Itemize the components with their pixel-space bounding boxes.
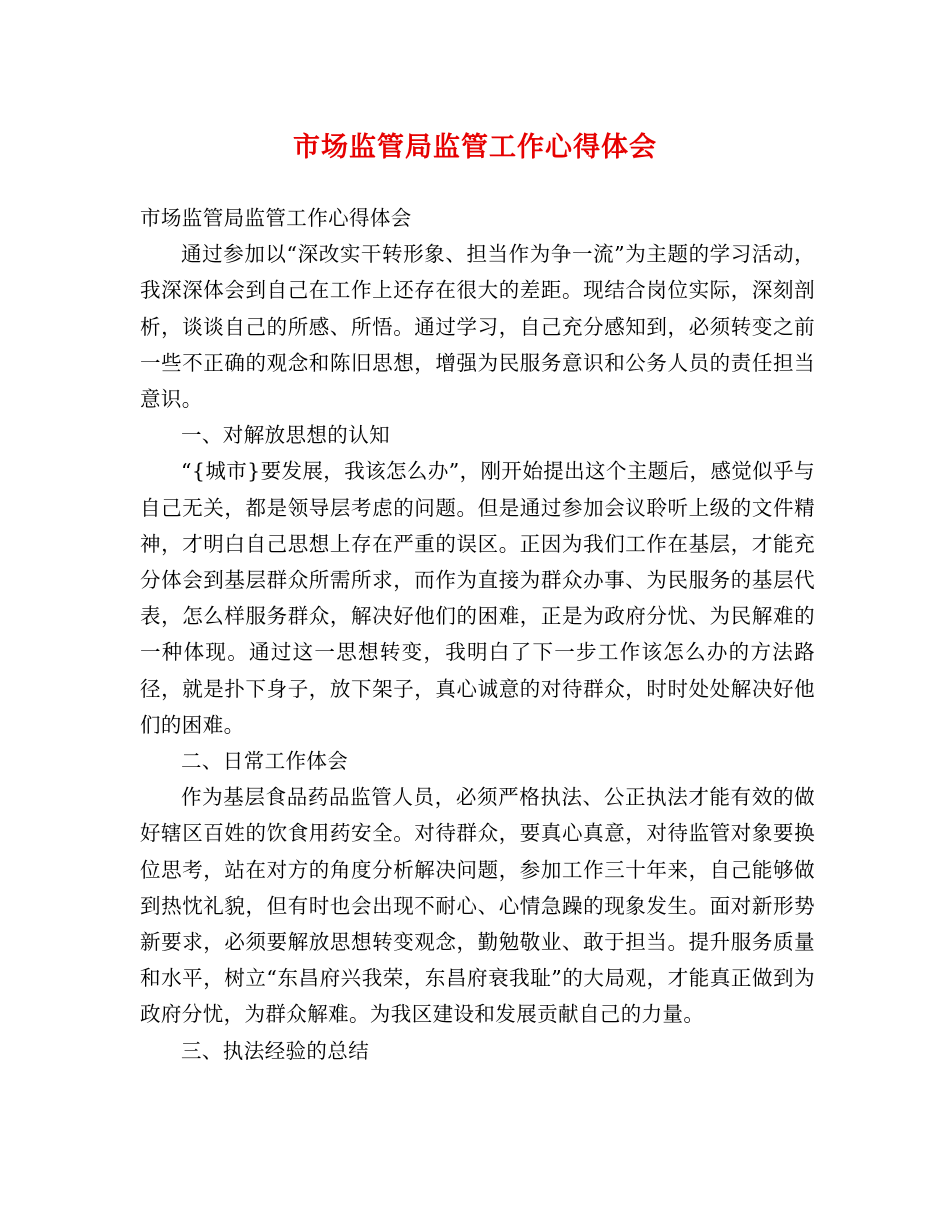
- paragraph: 作为基层食品药品监管人员，必须严格执法、公正执法才能有效的做好辖区百姓的饮食用药安全。对待群众，要真心真意，对待监管对象要换位思考，站在对方的角度分析解决问题，参加工作三十年来，自己能够做到热忱礼貌，但有时也会出现不耐心、心情急躁的现象发生。面对新形势新要求，必须要解放思想转变观念，勤勉敬业、敢于担当。提升服务质量和水平，树立“东昌府兴我荣，东昌府衰我耻”的大局观，才能真正做到为政府分忧，为群众解难。为我区建设和发展贡献自己的力量。: [140, 785, 815, 1027]
- paragraph: 一、对解放思想的认知: [181, 423, 390, 448]
- paragraph: 通过参加以“深改实干转形象、担当作为争一流”为主题的学习活动，我深深体会到自己在工作上还存在很大的差距。现结合岗位实际，深刻剖析，谈谈自己的所感、所悟。通过学习，自己充分感知到，必须转变之前一些不正确的观念和陈旧思想，增强为民服务意识和公务人员的责任担当意识。: [140, 242, 815, 412]
- document-subtitle: 市场监管局监管工作心得体会: [140, 206, 412, 230]
- paragraph: 三、执法经验的总结: [181, 1038, 370, 1063]
- paragraph: 二、日常工作体会: [181, 749, 349, 774]
- paragraph: “{城市}要发展，我该怎么办”，刚开始提出这个主题后，感觉似乎与自己无关，都是领导层考虑的问题。但是通过参加会议聆听上级的文件精神，才明白自己思想上存在严重的误区。正因为我们工作在基层，才能充分体会到基层群众所需所求，而作为直接为群众办事、为民服务的基层代表，怎么样服务群众，解决好他们的困难，正是为政府分忧、为民解难的一种体现。通过这一思想转变，我明白了下一步工作该怎么办的方法路径，就是扑下身子，放下架子，真心诚意的对待群众，时时处处解决好他们的困难。: [140, 459, 815, 737]
- document-body: [140, 200, 815, 1069]
- document-title: 市场监管局监管工作心得体会: [293, 132, 657, 163]
